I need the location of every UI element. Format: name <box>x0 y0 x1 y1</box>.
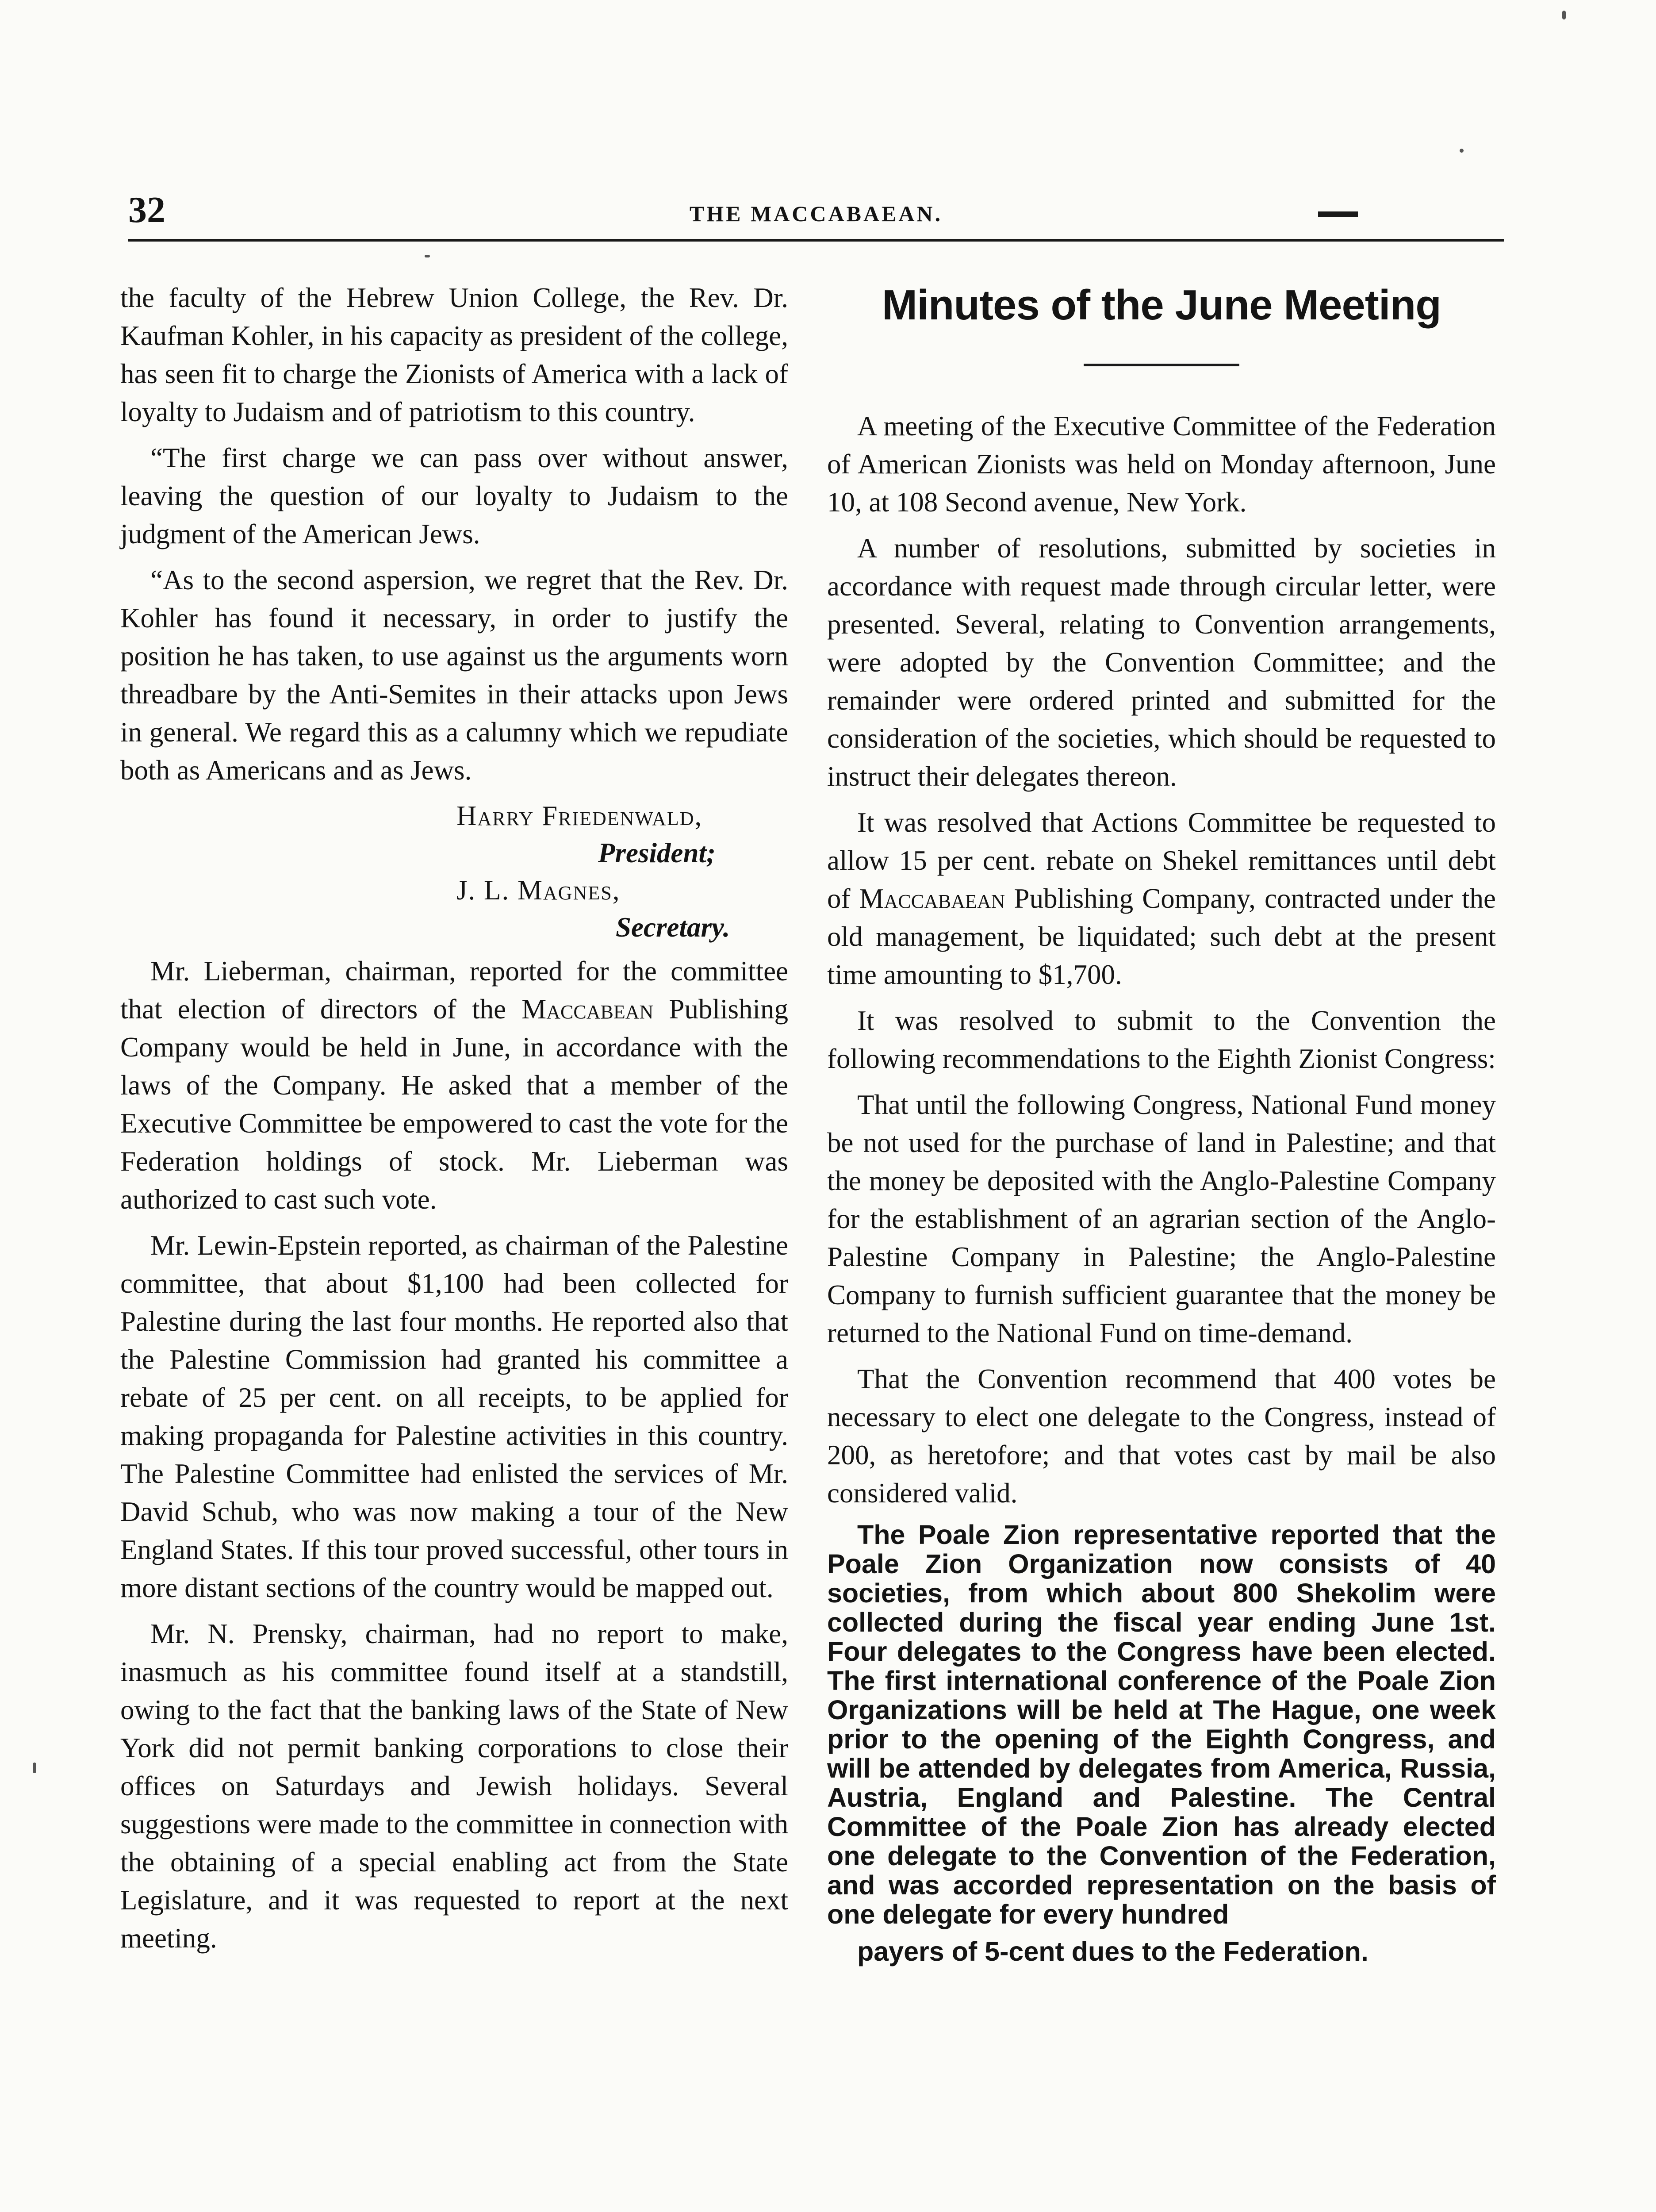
journal-title: THE MACCABAEAN. <box>689 201 943 226</box>
dense-paragraph: The Poale Zion representative reported that the Poale Zion Organization now consists of 40 societies, from which about 800 Shekolim were collected during the fiscal year ending June 1st. Four delegates to the Congress have been elected. The first international conference of the Poale Zion Organizations will be held at The Hague, one week prior to the opening of the Eighth Congress, and will be attended by delegates from America, Russia, Austria, England and Palestine. The Central Committee of the Poale Zion has already elected one delegate to the Convention of the Federation, and was accorded representation on the basis of one delegate for every hundred <box>827 1520 1496 1929</box>
dense-paragraph-end: payers of 5-cent dues to the Federation. <box>857 1936 1368 1966</box>
right-column <box>827 279 1496 1974</box>
scan-mark <box>425 255 430 257</box>
body-paragraph: A meeting of the Executive Committee of the Federation of American Zionists was held on Monday afternoon, June 10, at 108 Second avenue, New York. <box>827 411 1496 518</box>
body-paragraph: That until the following Congress, National Fund money be not used for the purchase of land in Palestine; and that the money be deposited with the Anglo-Palestine Company for the establishment of an agrarian section of the Anglo-Palestine Company in Palestine; the Anglo-Palestine Company to furnish sufficient guarantee that the money be returned to the National Fund on time-demand. <box>827 1089 1496 1348</box>
signer-role: Secretary. <box>616 912 730 943</box>
signer-name: Harry Friedenwald, <box>456 800 703 831</box>
body-paragraph: It was resolved to submit to the Convention the following recommendations to the Eighth Zionist Congress: <box>827 1005 1496 1074</box>
paragraph-text: Mr. Lieberman, chairman, reported for the committee that election of directors of the <box>120 956 788 1025</box>
scan-mark <box>33 1763 36 1773</box>
body-paragraph: Mr. N. Prensky, chairman, had no report to make, inasmuch as his committee found itself at a standstill, owing to the fact that the banking laws of the State of New York did not permit banking corporations to close their offices on Saturdays and Jewish holidays. Several suggestions were made to the committee in connection with the obtaining of a special enabling act from the State Legislature, and it was requested to report at the next meeting. <box>120 1618 788 1954</box>
paragraph-text: Publishing Company, contracted under the old management, be liquidated; such debt at the present time amounting to $1,700. <box>827 883 1496 990</box>
body-paragraph: the faculty of the Hebrew Union College, the Rev. Dr. Kaufman Kohler, in his capacity as president of the college, has seen fit to charge the Zionists of America with a lack of loyalty to Judaism and of patriotism to this country. <box>120 282 788 427</box>
paragraph-text: It was resolved that Actions Committee be requested to allow 15 per cent. rebate on Shekel remittances until debt of <box>827 807 1496 914</box>
signer-role: President; <box>598 837 716 868</box>
article-title: Minutes of the June Meeting <box>882 281 1441 329</box>
signer-name: J. L. Magnes, <box>456 875 621 906</box>
title-divider <box>1084 364 1239 366</box>
page-header <box>128 186 1504 242</box>
header-ornament <box>1318 211 1358 217</box>
left-column <box>120 279 788 1965</box>
body-paragraph <box>120 952 788 1218</box>
body-paragraph: A number of resolutions, submitted by societies in accordance with request made through circular letter, were presented. Several, relating to Convention arrangements, were adopted by the Convention Committee; and the remainder were ordered printed and submitted for the consideration of the societies, which should be requested to instruct their delegates thereon. <box>827 533 1496 792</box>
publication-name: Maccabean <box>521 994 654 1025</box>
body-paragraph: That the Convention recommend that 400 votes be necessary to elect one delegate to the Congress, instead of 200, as heretofore; and that votes cast by mail be also considered valid. <box>827 1363 1496 1509</box>
scan-mark <box>1460 149 1464 153</box>
body-paragraph: “The first charge we can pass over without answer, leaving the question of our loyalty to Judaism to the judgment of the American Jews. <box>120 442 788 549</box>
body-paragraph: Mr. Lewin-Epstein reported, as chairman of the Palestine committee, that about $1,100 had been collected for Palestine during the last four months. He reported also that the Palestine Commission had granted his committee a rebate of 25 per cent. on all receipts, to be applied for making propaganda for Palestine activities in this country. The Palestine Committee had enlisted the services of Mr. David Schub, who was now making a tour of the New England States. If this tour proved successful, other tours in more distant sections of the country would be mapped out. <box>120 1230 788 1603</box>
signature-block <box>120 797 788 946</box>
body-paragraph: “As to the second aspersion, we regret that the Rev. Dr. Kohler has found it necessary, in order to justify the position he has taken, to use against us the arguments worn threadbare by the Anti-Semites in their attacks upon Jews in general. We regard this as a calumny which we repudiate both as Americans and as Jews. <box>120 565 788 786</box>
paragraph-text: Publishing Company would be held in June, in accordance with the laws of the Company. He asked that a member of the Executive Committee be empowered to cast the vote for the Federation holdings of stock. Mr. Lieberman was authorized to cast such vote. <box>120 994 788 1215</box>
page-number: 32 <box>128 189 165 230</box>
scan-mark <box>1562 11 1566 19</box>
publication-name: Maccabaean <box>859 883 1005 914</box>
body-paragraph <box>827 803 1496 994</box>
